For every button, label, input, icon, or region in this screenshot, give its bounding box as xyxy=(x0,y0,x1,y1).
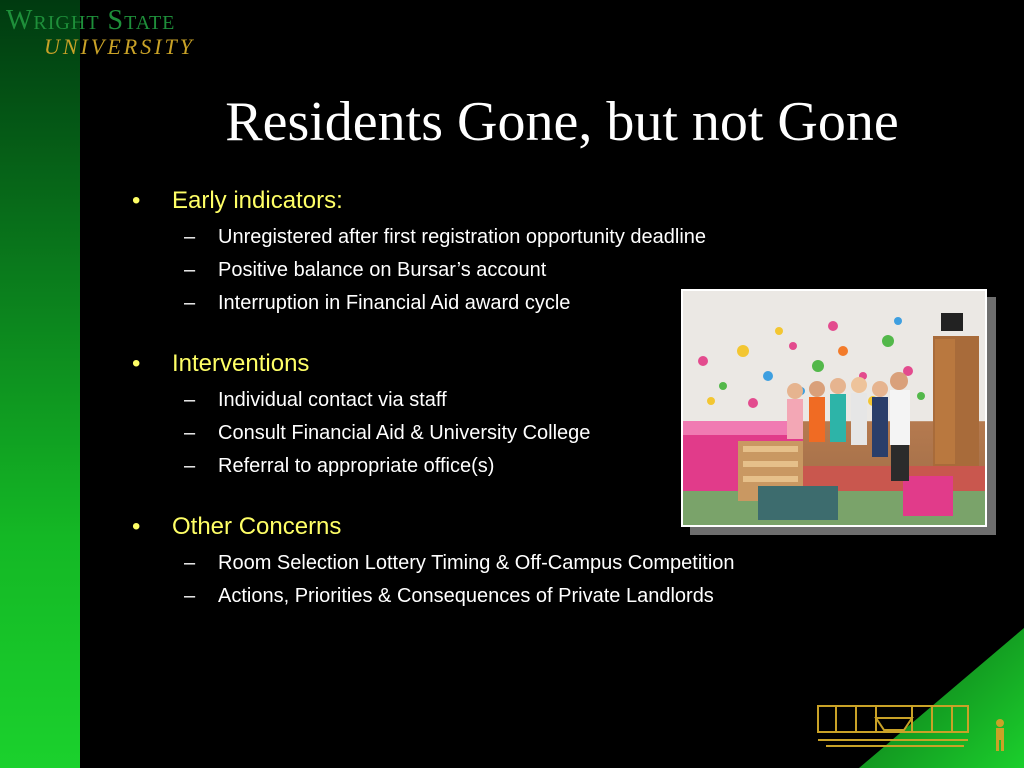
bullet-heading-text: Other Concerns xyxy=(172,513,342,540)
sub-bullet xyxy=(132,551,852,575)
sub-bullet-text: Positive balance on Bursar’s account xyxy=(218,259,547,281)
sub-bullet-text: Room Selection Lottery Timing & Off-Campus Competition xyxy=(218,552,735,574)
bullet-icon: • xyxy=(132,513,141,540)
standing-figure-icon xyxy=(990,718,1010,752)
photo-illustration xyxy=(683,291,985,525)
dash-icon: – xyxy=(184,455,196,477)
dash-icon: – xyxy=(184,585,196,607)
dash-icon: – xyxy=(184,259,196,281)
dash-icon: – xyxy=(184,292,196,314)
sub-bullet-text: Consult Financial Aid & University College xyxy=(218,422,591,444)
university-logo xyxy=(6,6,256,58)
sub-bullet xyxy=(132,258,852,282)
sub-bullet xyxy=(132,225,852,249)
bullet-icon: • xyxy=(132,350,141,377)
logo-line-1: Wright State xyxy=(6,5,176,36)
dash-icon: – xyxy=(184,552,196,574)
wright-flyer-icon xyxy=(816,700,972,750)
sub-bullet-text: Unregistered after first registration opportunity deadline xyxy=(218,226,707,248)
sub-bullet xyxy=(132,584,852,608)
dash-icon: – xyxy=(184,389,196,411)
slide-title: Residents Gone, but not Gone xyxy=(225,91,899,153)
left-green-bar xyxy=(0,0,80,768)
logo-line-2: UNIVERSITY xyxy=(44,34,195,59)
bullet-heading-text: Early indicators: xyxy=(172,187,343,214)
sub-bullet-text: Referral to appropriate office(s) xyxy=(218,455,495,477)
dash-icon: – xyxy=(184,422,196,444)
sub-bullet-text: Individual contact via staff xyxy=(218,389,447,411)
dorm-room-photo xyxy=(681,289,987,527)
sub-bullet-text: Interruption in Financial Aid award cycle xyxy=(218,292,571,314)
bullet-heading xyxy=(132,186,852,216)
sub-bullet-text: Actions, Priorities & Consequences of Private Landlords xyxy=(218,585,714,607)
bullet-heading-text: Interventions xyxy=(172,350,310,377)
dash-icon: – xyxy=(184,226,196,248)
bullet-icon: • xyxy=(132,187,141,214)
